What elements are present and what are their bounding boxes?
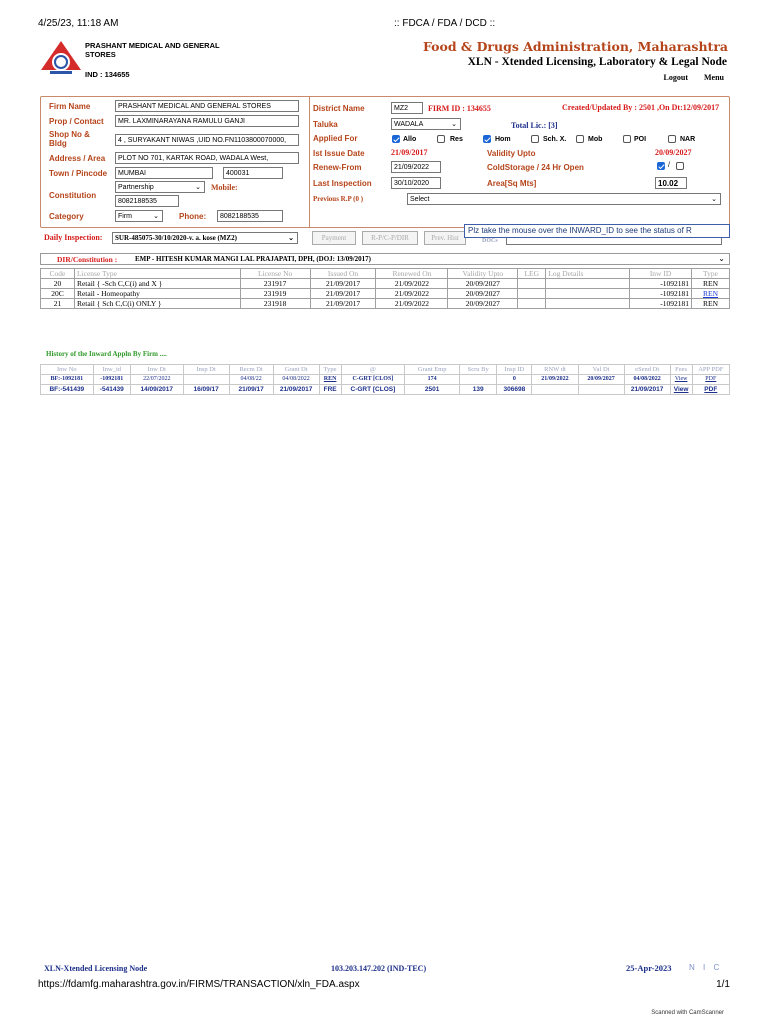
print-url: https://fdamfg.maharashtra.gov.in/FIRMS/TRANSACTION/xln_FDA.aspx (38, 979, 360, 990)
constitution-value: Partnership (118, 184, 154, 191)
header-links (650, 73, 724, 82)
cell-insp-id: 0 (497, 375, 532, 385)
nar-label: NAR (680, 136, 696, 143)
daily-inspection-label: Daily Inspection: (44, 233, 103, 242)
cell-issued-on: 21/09/2017 (310, 289, 376, 299)
scanned-watermark: Scanned with CamScanner (651, 1010, 724, 1016)
license-table (40, 268, 730, 309)
header-firm-name: PRASHANT MEDICAL AND GENERAL STORES (85, 41, 220, 59)
app-pdf-link[interactable]: PDF (692, 385, 729, 395)
previous-rp-select[interactable] (407, 193, 721, 205)
cold-slash: / (668, 162, 670, 169)
cell-grant-emp: 174 (405, 375, 460, 385)
cell-grant-dt: 04/08/2022 (273, 375, 319, 385)
cold-storage-label: ColdStorage / 24 Hr Open (487, 163, 584, 172)
hom-label: Hom (495, 136, 511, 143)
pincode-field[interactable]: 400031 (223, 167, 283, 179)
footer-node-name: XLN-Xtended Licensing Node (44, 964, 148, 973)
table-row (41, 279, 730, 289)
cell-license-no: 231918 (240, 299, 310, 309)
shop-bldg-label: Shop No & Bldg (49, 130, 90, 148)
prev-history-button[interactable]: Prev. Hist (424, 231, 466, 245)
cell-leg (518, 289, 546, 299)
cell-license-type: Retail - Homeopathy (74, 289, 240, 299)
cell-type-link[interactable]: REN (691, 289, 729, 299)
cell-inw-no: BF:-541439 (41, 385, 94, 395)
col-grant-dt: Grant Dt (273, 365, 319, 375)
nic-logo: N I C (689, 963, 723, 972)
validity-label: Validity Upto (487, 149, 536, 158)
taluka-label: Taluka (313, 120, 338, 129)
dir-label: DIR/Constitution : (57, 255, 118, 264)
open-24hr-checkbox[interactable] (676, 162, 684, 170)
cell-license-no: 231917 (240, 279, 310, 289)
cell-log-details (546, 289, 630, 299)
cell-val-dt (578, 385, 624, 395)
sch-x-checkbox[interactable] (531, 135, 539, 143)
cell-recm-dt: 04/08/22 (229, 375, 273, 385)
cell-grant-dt: 21/09/2017 (273, 385, 319, 395)
inward-history-table (40, 364, 730, 395)
cell-type: REN (691, 299, 729, 309)
cell-validity-upto: 20/09/2027 (448, 279, 518, 289)
cell-recm-dt: 21/09/17 (229, 385, 273, 395)
previous-rp-label: Previous R.P (0 ) (313, 195, 364, 203)
view-fees-link[interactable]: View (670, 385, 692, 395)
cell-issued-on: 21/09/2017 (310, 279, 376, 289)
ist-issue-date-label: Ist Issue Date (313, 149, 365, 158)
col-license-no: License No (240, 269, 310, 279)
poi-label: POI (634, 136, 647, 143)
inward-id-tooltip: Plz take the mouse over the INWARD_ID to see the status of R (464, 224, 730, 238)
col-val-dt: Val Dt (578, 365, 624, 375)
cell-rnw-dt (532, 385, 578, 395)
town-field[interactable]: MUMBAI (115, 167, 213, 179)
district-label: District Name (313, 104, 365, 113)
cell-license-type: Retail { -Sch C,C(i) and X } (74, 279, 240, 289)
cell-esend-dt: 21/09/2017 (624, 385, 670, 395)
firm-details-panel (40, 96, 730, 228)
town-pincode-label: Town / Pincode (49, 169, 108, 178)
cell-status: C-GRT [CLOS] (341, 375, 405, 385)
daily-inspection-value: SUR-485075-30/10/2020-v. a. kose (MZ2) (115, 234, 237, 242)
prop-contact-field[interactable]: MR. LAXMINARAYANA RAMULU GANJI (115, 115, 299, 127)
hom-checkbox[interactable] (483, 135, 491, 143)
col-insp-dt: Insp Dt (183, 365, 229, 375)
cell-leg (518, 299, 546, 309)
col-esend-dt: eSend Dt (624, 365, 670, 375)
col-type: Type (319, 365, 341, 375)
print-title: :: FDCA / FDA / DCD :: (394, 18, 496, 29)
org-title: Food & Drugs Administration, Maharashtra (422, 39, 728, 54)
allo-checkbox[interactable] (392, 135, 400, 143)
cell-inw-id: -1092181 (630, 299, 692, 309)
cell-inw-id: -1092181 (630, 289, 692, 299)
cell-renewed-on: 21/09/2022 (376, 299, 448, 309)
renew-from-label: Renew-From (313, 163, 362, 172)
cell-license-type: Retail { Sch C,C(i) ONLY } (74, 299, 240, 309)
cell-type-link[interactable]: REN (319, 375, 341, 385)
cell-val-dt: 20/09/2027 (578, 375, 624, 385)
col-license-type: License Type (74, 269, 240, 279)
cold-storage-checkbox[interactable] (657, 162, 665, 170)
col-inw-id: Inw_id (93, 365, 130, 375)
cell-renewed-on: 21/09/2022 (376, 289, 448, 299)
print-datetime: 4/25/23, 11:18 AM (38, 18, 119, 29)
area-field[interactable]: 10.02 (655, 177, 687, 189)
category-label: Category (49, 212, 84, 221)
last-inspection-field[interactable]: 30/10/2020 (391, 177, 441, 189)
header-ind: IND : 134655 (85, 70, 130, 79)
sch-x-label: Sch. X. (543, 136, 567, 143)
cell-inw-id[interactable]: -541439 (93, 385, 130, 395)
cell-scru-by: 139 (460, 385, 497, 395)
mob-checkbox[interactable] (576, 135, 584, 143)
print-header (38, 18, 730, 30)
cell-rnw-dt: 21/09/2022 (532, 375, 578, 385)
col-scru-by: Scru By (460, 365, 497, 375)
cell-inw-id[interactable]: -1092181 (93, 375, 130, 385)
page-number: 1/1 (716, 979, 730, 990)
mobile-field[interactable]: 8082188535 (115, 195, 179, 207)
payment-button[interactable]: Payment (312, 231, 356, 245)
col-at: @ (341, 365, 405, 375)
col-recm-dt: Recm Dt (229, 365, 273, 375)
inward-history-title: History of the Inward Appln By Firm .... (46, 350, 167, 358)
col-type: Type (691, 269, 729, 279)
col-validity-upto: Validity Upto (448, 269, 518, 279)
cell-insp-dt: 16/09/17 (183, 385, 229, 395)
app-pdf-link[interactable]: PDF (692, 375, 729, 385)
cell-status: C-GRT [CLOS] (341, 385, 405, 395)
area-label: Area[Sq Mts] (487, 179, 537, 188)
address-label: Address / Area (49, 154, 106, 163)
constitution-select[interactable] (115, 181, 205, 193)
allo-label: Allo (403, 136, 417, 143)
validity-date: 20/09/2027 (655, 148, 692, 157)
cell-inw-no: BF:-1092181 (41, 375, 94, 385)
phone-label: Phone: (179, 212, 207, 221)
res-checkbox[interactable] (437, 135, 445, 143)
cell-inw-dt: 22/07/2022 (130, 375, 183, 385)
cell-log-details (546, 299, 630, 309)
cell-insp-dt (183, 375, 229, 385)
table-row (41, 375, 730, 385)
history-table-header (41, 365, 730, 375)
cell-validity-upto: 20/09/2027 (448, 299, 518, 309)
cell-code: 20C (41, 289, 75, 299)
category-value: Firm (118, 213, 132, 220)
applied-for-label: Applied For (313, 134, 358, 143)
col-inw-dt: Inw Dt (130, 365, 183, 375)
prop-contact-label: Prop / Contact (49, 117, 104, 126)
phone-field[interactable]: 8082188535 (217, 210, 283, 222)
shop-bldg-field[interactable]: 4 , SURYAKANT NIWAS ,UID NO.FN1103800070000, (115, 134, 299, 146)
created-updated-by: Created/Updated By : 2501 ,On Dt:12/09/2017 (562, 103, 720, 112)
constitution-label: Constitution (49, 191, 97, 200)
cell-esend-dt: 04/08/2022 (624, 375, 670, 385)
cell-grant-emp: 2501 (405, 385, 460, 395)
last-inspection-label: Last Inspection (313, 179, 372, 188)
table-row (41, 289, 730, 299)
view-fees-link[interactable]: View (670, 375, 692, 385)
total-licenses: Total Lic.: [3] (511, 121, 558, 130)
col-issued-on: Issued On (310, 269, 376, 279)
nar-checkbox[interactable] (668, 135, 676, 143)
footer-date: 25-Apr-2023 (626, 963, 672, 973)
cell-validity-upto: 20/09/2027 (448, 289, 518, 299)
taluka-value: WADALA (394, 121, 424, 128)
cell-inw-dt: 14/09/2017 (130, 385, 183, 395)
chevron-down-icon: ⌄ (288, 234, 294, 242)
dir-constitution-select[interactable] (40, 253, 730, 265)
cell-license-no: 231919 (240, 289, 310, 299)
renew-from-field[interactable]: 21/09/2022 (391, 161, 441, 173)
firm-name-label: Firm Name (49, 102, 91, 111)
col-app-pdf: APP PDF (692, 365, 729, 375)
cell-code: 21 (41, 299, 75, 309)
dir-value: EMP - HITESH KUMAR MANGI LAL PRAJAPATI, DPH, (DOJ: 13/09/2017) (135, 255, 371, 263)
cell-renewed-on: 21/09/2022 (376, 279, 448, 289)
res-label: Res (450, 136, 463, 143)
docs-label: DOCs (482, 238, 498, 244)
col-leg: LEG (518, 269, 546, 279)
cell-insp-id: 306698 (497, 385, 532, 395)
fda-logo (40, 40, 82, 78)
cell-log-details (546, 279, 630, 289)
logout-link[interactable]: Logout (663, 73, 688, 82)
cell-issued-on: 21/09/2017 (310, 299, 376, 309)
ist-issue-date: 21/09/2017 (391, 148, 428, 157)
chevron-down-icon: ⌄ (718, 254, 725, 263)
address-field[interactable]: PLOT NO 701, KARTAK ROAD, WADALA West, (115, 152, 299, 164)
col-rnw-dt: RNW dt (532, 365, 578, 375)
col-grant-emp: Grant Emp (405, 365, 460, 375)
col-fees: Fees (670, 365, 692, 375)
table-row (41, 299, 730, 309)
col-insp-id: Insp ID (497, 365, 532, 375)
panel-divider (309, 97, 310, 227)
col-renewed-on: Renewed On (376, 269, 448, 279)
chevron-down-icon: ⌄ (711, 196, 717, 203)
chevron-down-icon: ⌄ (195, 184, 201, 191)
category-select[interactable] (115, 210, 163, 222)
col-inw-id: Inw ID (630, 269, 692, 279)
col-log-details: Log Details (546, 269, 630, 279)
menu-link[interactable]: Menu (704, 73, 724, 82)
district-field[interactable]: MZ2 (391, 102, 423, 114)
chevron-down-icon: ⌄ (153, 213, 159, 220)
footer-ip: 103.203.147.202 (IND-TEC) (331, 964, 427, 973)
cell-type: REN (691, 279, 729, 289)
poi-checkbox[interactable] (623, 135, 631, 143)
daily-inspection-select[interactable] (112, 232, 298, 244)
cell-leg (518, 279, 546, 289)
cell-type: FRE (319, 385, 341, 395)
chevron-down-icon: ⌄ (451, 121, 457, 128)
col-inw-no: Inw No (41, 365, 94, 375)
cell-code: 20 (41, 279, 75, 289)
taluka-select[interactable] (391, 118, 461, 130)
app-subtitle: XLN - Xtended Licensing, Laboratory & Legal Node (467, 56, 727, 68)
table-row (41, 385, 730, 395)
previous-rp-value: Select (410, 196, 430, 203)
mob-label: Mob (588, 136, 603, 143)
mobile-label: Mobile: (211, 183, 238, 192)
cell-scru-by (460, 375, 497, 385)
cell-inw-id: -1092181 (630, 279, 692, 289)
col-code: Code (41, 269, 75, 279)
rp-cp-dir-button[interactable]: R-P/C-P/DIR (362, 231, 418, 245)
license-table-header (41, 269, 730, 279)
firm-id: FIRM ID : 134655 (428, 104, 491, 113)
firm-name-field[interactable]: PRASHANT MEDICAL AND GENERAL STORES (115, 100, 299, 112)
